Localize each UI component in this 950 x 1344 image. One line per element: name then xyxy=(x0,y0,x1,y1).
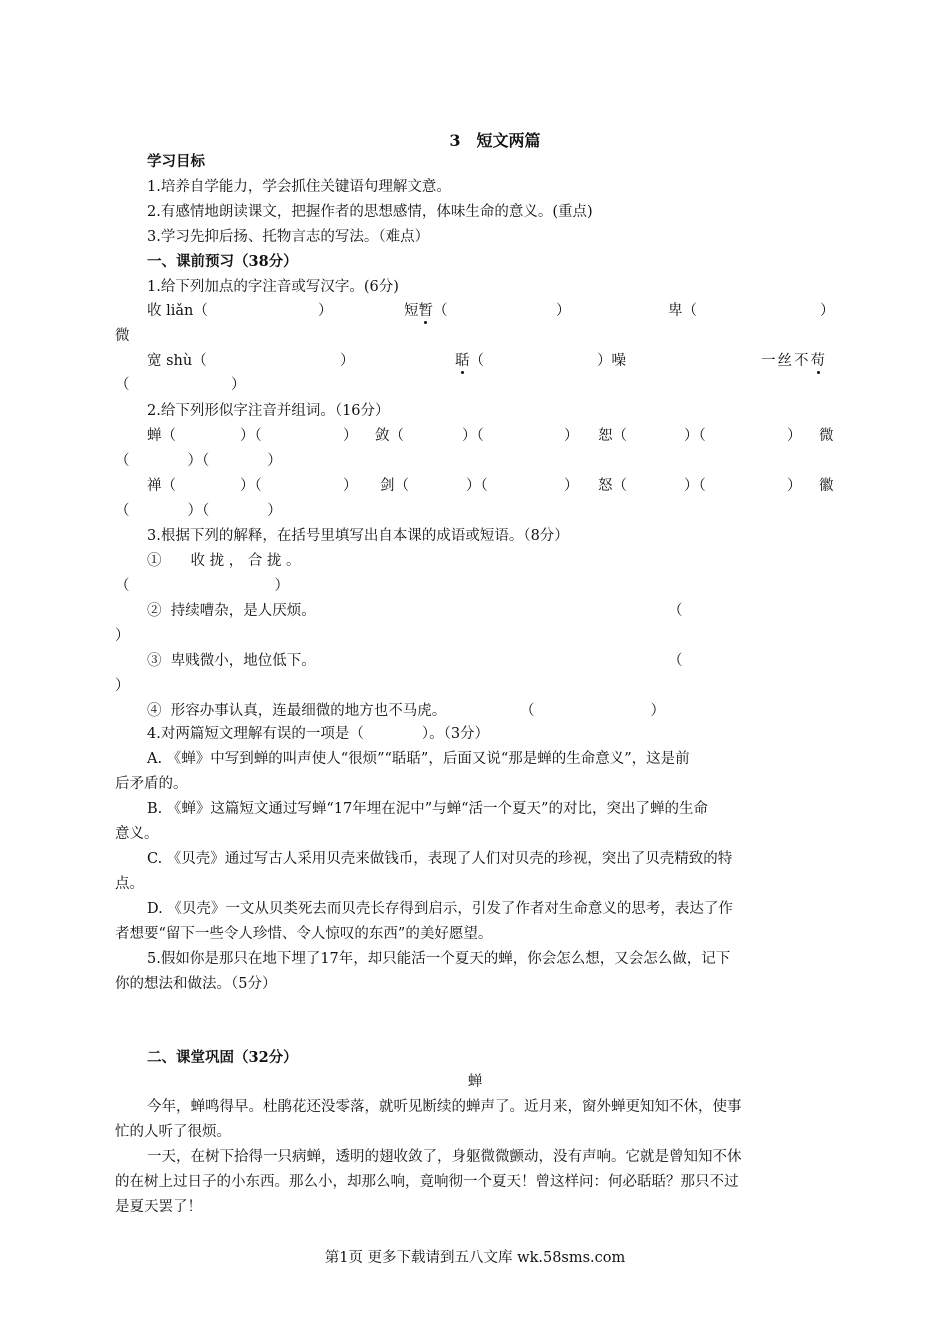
q2-cell: ）（ xyxy=(684,478,706,494)
q3-wrap: （ ） xyxy=(115,578,289,594)
q2-cell: ）（ xyxy=(684,428,706,444)
page-title: 3 短文两篇 xyxy=(449,131,541,150)
q1-wrap: （ ） xyxy=(115,377,246,393)
q2-cell: 徽 xyxy=(819,478,834,494)
q3-item: ① 收 拢 ， 合 拢 。 xyxy=(147,553,301,569)
q1-item-a-close: ） xyxy=(318,303,333,319)
q4-option-d: D. 《贝壳》一文从贝类死去而贝壳长存得到启示，引发了作者对生命意义的思考，表达了作 xyxy=(147,901,733,917)
q2-cell: ） xyxy=(564,478,579,494)
part1-heading: 一、课前预习（38分） xyxy=(147,253,298,270)
q1-item-c: 卑（ xyxy=(668,303,697,319)
q2-cell: ）（ xyxy=(466,478,488,494)
q2-cell: ）（ xyxy=(240,428,262,444)
q3-item: ③ 卑贱微小，地位低下。 xyxy=(147,653,316,669)
q1-item-c-close: ） xyxy=(820,303,835,319)
q2-cell: 剑（ xyxy=(380,478,409,494)
passage-paragraph: 今年，蝉鸣得早。杜鹃花还没零落，就听见断续的蝉声了。近月来，窗外蝉更知知不休，使事 xyxy=(147,1099,742,1115)
passage-paragraph-cont: 的在树上过日子的小东西。那么小，却那么响，竟响彻一个夏天！曾这样问：何必聒聒？那只不过 xyxy=(115,1174,739,1190)
passage-title: 蝉 xyxy=(467,1074,483,1090)
q2-cell: ） xyxy=(787,428,802,444)
goals-heading: 学习目标 xyxy=(147,153,205,170)
q1-wrap: 微 xyxy=(115,328,130,344)
q3-wrap: ） xyxy=(115,628,130,644)
q5-prompt-cont: 你的想法和做法。（5分） xyxy=(115,976,277,992)
q1-item-b: 短暂（ xyxy=(404,303,448,319)
q1-item-f: 一丝不苟 xyxy=(761,353,827,369)
q2-wrap: （ ）（ ） xyxy=(115,453,282,469)
goal-item: 1.培养自学能力，学会抓住关键语句理解文意。 xyxy=(147,179,451,195)
q2-cell: 恕（ xyxy=(598,428,627,444)
q4-option-a: A. 《蝉》中写到蝉的叫声使人“很烦”“聒聒”，后面又说“那是蝉的生命意义”，这是前 xyxy=(147,751,690,767)
part2-heading: 二、课堂巩固（32分） xyxy=(147,1049,298,1066)
q1-item-d: 宽 shù（ xyxy=(147,353,207,369)
q3-item: ④ 形容办事认真，连最细微的地方也不马虎。 xyxy=(147,703,447,719)
q4-option-d-cont: 者想要“留下一些令人珍惜、令人惊叹的东西”的美好愿望。 xyxy=(115,926,493,942)
q1-prompt: 1.给下列加点的字注音或写汉字。(6分) xyxy=(147,279,399,295)
q4-prompt: 4.对两篇短文理解有误的一项是（ ）。（3分） xyxy=(147,726,490,742)
passage-paragraph: 一天，在树下拾得一只病蝉，透明的翅收敛了，身躯微微颤动，没有声响。它就是曾知知不休 xyxy=(147,1149,742,1165)
q2-prompt: 2.给下列形似字注音并组词。（16分） xyxy=(147,403,390,419)
q4-option-b-cont: 意义。 xyxy=(115,826,159,842)
q3-wrap: ） xyxy=(115,678,130,694)
q2-cell: 微 xyxy=(819,428,834,444)
page-footer: 第1页 更多下载请到五八文库 wk.58sms.com xyxy=(324,1250,626,1266)
q4-option-a-cont: 后矛盾的。 xyxy=(115,776,188,792)
q2-cell: 蝉（ xyxy=(147,428,176,444)
passage-paragraph-cont: 忙的人听了很烦。 xyxy=(115,1124,231,1140)
q2-cell: ） xyxy=(343,478,358,494)
q2-cell: ）（ xyxy=(462,428,484,444)
q2-cell: 禅（ xyxy=(147,478,176,494)
q3-paren: （ xyxy=(668,653,683,669)
q3-paren: （ ） xyxy=(520,703,665,719)
q2-cell: ） xyxy=(787,478,802,494)
passage-paragraph-cont: 是夏天罢了！ xyxy=(115,1199,202,1215)
q4-option-c-cont: 点。 xyxy=(115,876,144,892)
q2-cell: 怒（ xyxy=(598,478,627,494)
q3-item: ② 持续嘈杂，是人厌烦。 xyxy=(147,603,316,619)
goal-item: 3.学习先抑后扬、托物言志的写法。（难点） xyxy=(147,229,430,245)
q2-cell: ）（ xyxy=(240,478,262,494)
q1-item-a: 收 liǎn（ xyxy=(147,303,208,319)
q2-cell: 敛（ xyxy=(375,428,404,444)
q2-cell: ） xyxy=(343,428,358,444)
q1-item-e-close: ）噪 xyxy=(597,353,626,369)
q4-option-b: B. 《蝉》这篇短文通过写蝉“17年埋在泥中”与蝉“活一个夏天”的对比，突出了蝉的生命 xyxy=(147,801,708,817)
goal-item: 2.有感情地朗读课文，把握作者的思想感情，体味生命的意义。(重点) xyxy=(147,204,593,220)
q3-prompt: 3.根据下列的解释，在括号里填写出自本课的成语或短语。（8分） xyxy=(147,528,569,544)
q4-option-c: C. 《贝壳》通过写古人采用贝壳来做钱币，表现了人们对贝壳的珍视，突出了贝壳精致的特 xyxy=(147,851,733,867)
q1-item-e: 聒（ xyxy=(455,353,484,369)
q1-item-b-close: ） xyxy=(556,303,571,319)
q3-paren: （ xyxy=(668,603,683,619)
q2-cell: ） xyxy=(564,428,579,444)
q1-item-d-close: ） xyxy=(340,353,355,369)
q2-wrap: （ ）（ ） xyxy=(115,503,282,519)
q5-prompt: 5.假如你是那只在地下埋了17年，却只能活一个夏天的蝉，你会怎么想，又会怎么做，记下 xyxy=(147,951,731,967)
